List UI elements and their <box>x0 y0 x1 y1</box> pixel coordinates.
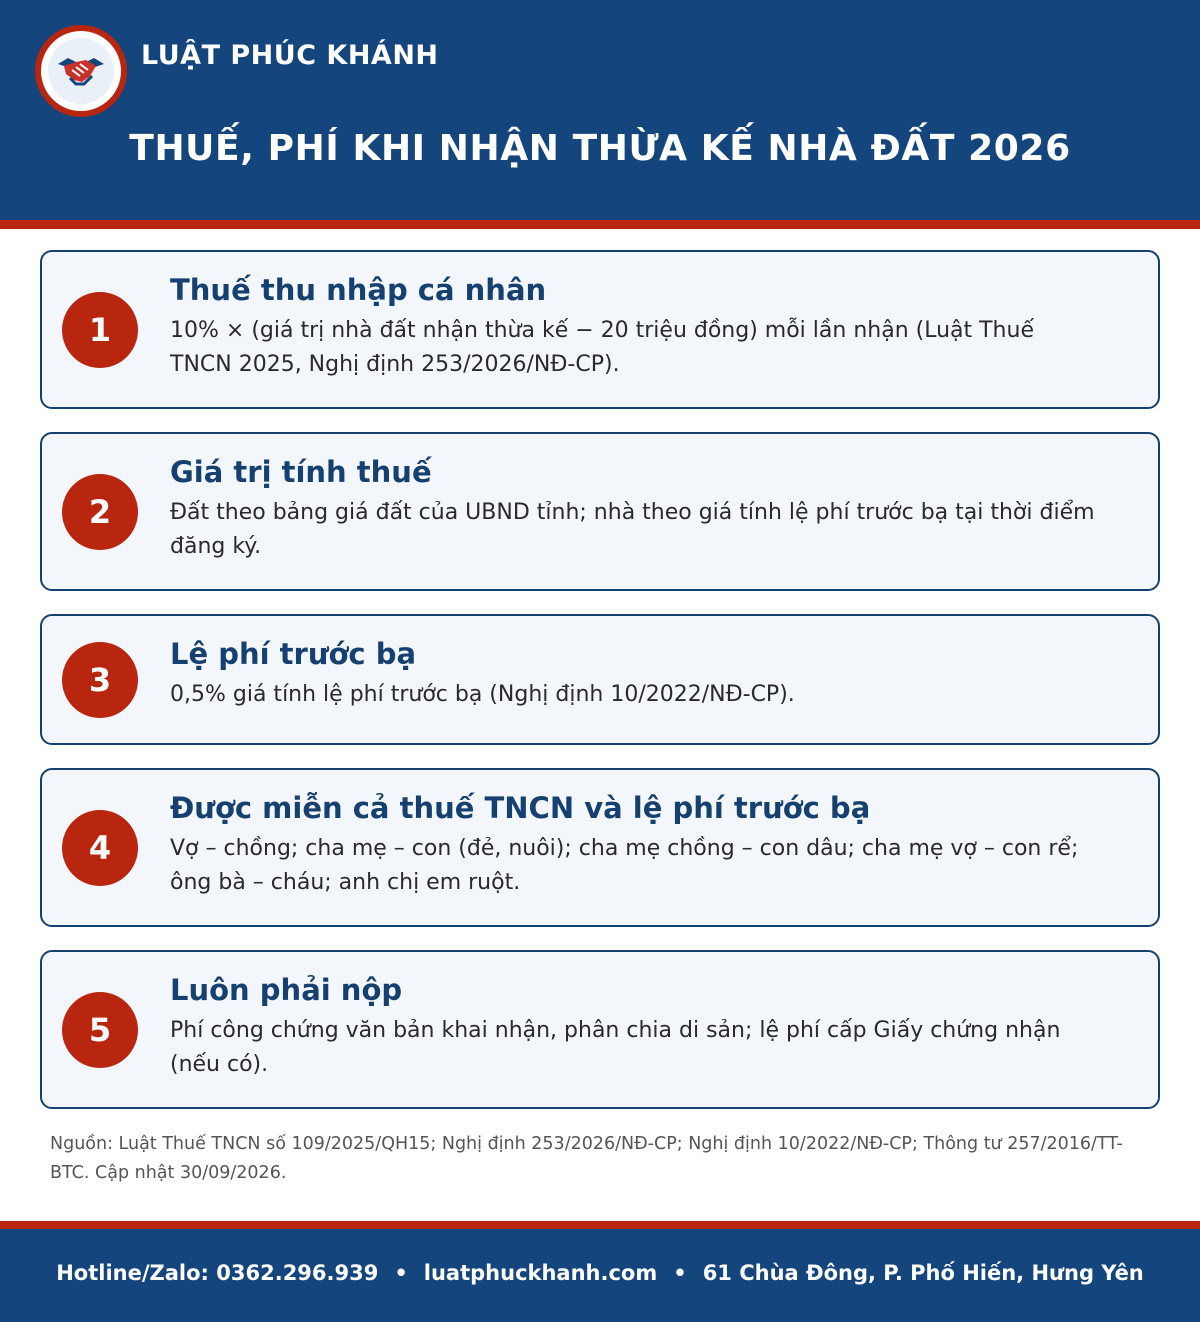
logo <box>35 25 127 117</box>
header-banner <box>0 0 1200 220</box>
item-description: Phí công chứng văn bản khai nhận, phân chia di sản; lệ phí cấp Giấy chứng nhận (nếu có). <box>170 1018 1061 1077</box>
item-description: 10% × (giá trị nhà đất nhận thừa kế − 20 triệu đồng) mỗi lần nhận (Luật Thuế TNCN 2025, Nghị định 253/2026/NĐ-CP). <box>170 318 1034 377</box>
footer-contact-line <box>0 1253 1200 1293</box>
brand-name: LUẬT PHÚC KHÁNH <box>141 40 439 71</box>
website-link[interactable]: luatphuckhanh.com <box>423 1261 658 1285</box>
item-title: Được miễn cả thuế TNCN và lệ phí trước bạ <box>170 791 871 825</box>
footer-divider <box>0 1221 1200 1229</box>
item-description: Vợ – chồng; cha mẹ – con (đẻ, nuôi); cha mẹ chồng – con dâu; cha mẹ vợ – con rể; ông bà – cháu; anh chị em ruột. <box>170 836 1079 895</box>
item-title: Lệ phí trước bạ <box>170 637 417 671</box>
source-note: Nguồn: Luật Thuế TNCN số 109/2025/QH15; Nghị định 253/2026/NĐ-CP; Nghị định 10/2022/NĐ-CP; Thông tư 257/2016/TT-BTC. Cập nhật 30/09/2026. <box>50 1134 1123 1183</box>
item-number-badge: 2 <box>62 474 138 550</box>
item-number-badge: 3 <box>62 642 138 718</box>
item-card-5 <box>40 950 1160 1109</box>
address-text: 61 Chùa Đông, P. Phố Hiến, Hưng Yên <box>702 1261 1144 1285</box>
item-title: Thuế thu nhập cá nhân <box>170 273 547 307</box>
item-card-4 <box>40 768 1160 927</box>
item-number-badge: 4 <box>62 810 138 886</box>
footer-separator: • <box>673 1261 687 1285</box>
item-number-badge: 1 <box>62 292 138 368</box>
item-card-2 <box>40 432 1160 591</box>
hotline-text: Hotline/Zalo: 0362.296.939 <box>56 1261 379 1285</box>
item-card-3 <box>40 614 1160 745</box>
item-description: 0,5% giá tính lệ phí trước bạ (Nghị định 10/2022/NĐ-CP). <box>170 682 795 707</box>
item-number-badge: 5 <box>62 992 138 1068</box>
item-title: Giá trị tính thuế <box>170 455 432 489</box>
handshake-icon <box>56 54 106 88</box>
footer-bar <box>0 1229 1200 1322</box>
footer-separator: • <box>394 1261 408 1285</box>
page-title: THUẾ, PHÍ KHI NHẬN THỪA KẾ NHÀ ĐẤT 2026 <box>129 128 1071 169</box>
item-description: Đất theo bảng giá đất của UBND tỉnh; nhà theo giá tính lệ phí trước bạ tại thời điểm đăng ký. <box>170 500 1095 559</box>
item-card-1 <box>40 250 1160 409</box>
item-title: Luôn phải nộp <box>170 973 403 1007</box>
header-divider <box>0 220 1200 229</box>
